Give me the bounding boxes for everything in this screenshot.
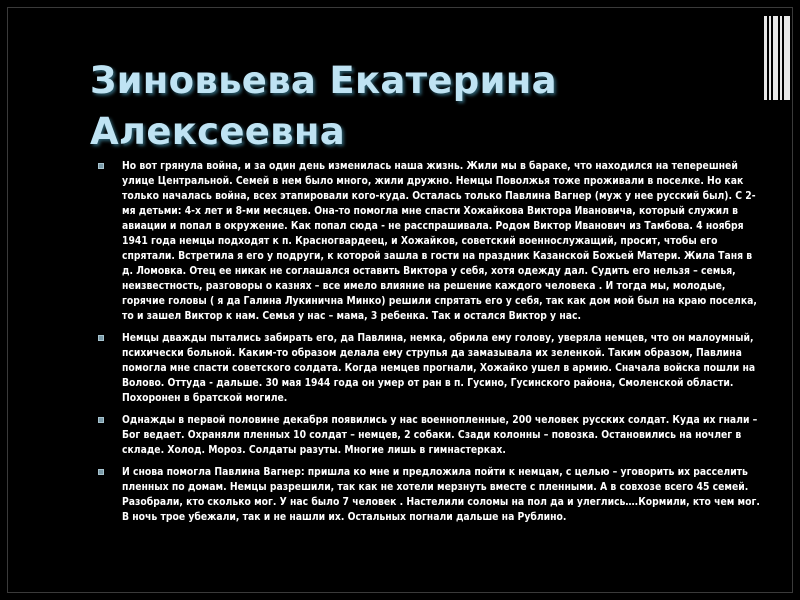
paragraph-1-text: Но вот грянула война, и за один день изменилась наша жизнь. Жили мы в бараке, что находился на теперешней улице Центральной. Семей в нем было много, жили дружно. Немцы Поволжья тоже проживали в поселке. Но как только началась война, всех этапировали кого-куда. Осталась только Павлина Вагнер (муж у нее русский был). С 2-мя детьми: 4-х лет и 8-ми месяцев. Она-то помогла мне спасти Хожайкова Виктора Ивановича, который служил в авиации и попал в окружение. Как попал сюда - не расспрашивала. Родом Виктор Иванович из Тамбова. 4 ноября 1941 года немцы подходят к п. Красногвардеец, и Хожайков, советский военнослужащий, просит, чтобы его спрятали. Встретила я его у подруги, к которой зашла в гости на праздник Казанской Божьей Матери. Жила Таня в д. Ломовка. Отец ее никак не соглашался оставить Виктора у себя, хотя одежду дал. Судить его нельзя – семья, неизвестность, разговоры о казнях – все имело влияние на решение каждого человека . И тогда мы, молодые, горячие головы ( я да Галина Лукинична Минко) решили спрятать его у себя, так как дом мой был на краю поселка, то и зашел Виктор к нам. Семья у нас – мама, 3 ребенка. Так и остался Виктор у нас. xyxy=(122,160,757,322)
square-bullet-icon xyxy=(98,163,104,169)
paragraph-4 xyxy=(98,465,760,525)
slide-body xyxy=(98,159,760,532)
vertical-bars-decoration-icon xyxy=(764,16,790,100)
square-bullet-icon xyxy=(98,469,104,475)
paragraph-2-text: Немцы дважды пытались забирать его, да Павлина, немка, обрила ему голову, уверяла немцев, что он малоумный, психически больной. Каким-то образом делала ему струпья да замазывала их зеленкой. Таким образом, Павлина помогла мне спасти советского солдата. Когда немцев прогнали, Хожайко ушел в армию. Сначала войска пошли на Волово. Оттуда - дальше. 30 мая 1944 года он умер от ран в п. Гусино, Гусинского района, Смоленской области. Похоронен в братской могиле. xyxy=(122,332,756,404)
paragraph-3-text: Однажды в первой половине декабря появились у нас военнопленные, 200 человек русских солдат. Куда их гнали – Бог ведает. Охраняли пленных 10 солдат – немцев, 2 собаки. Сзади колонны – повозка. Остановились на ночлег в складе. Холод. Мороз. Солдаты разуты. Многие лишь в гимнастерках. xyxy=(122,414,758,456)
paragraph-4-text: И снова помогла Павлина Вагнер: пришла ко мне и предложила пойти к немцам, с целью – уговорить их расселить пленных по домам. Немцы разрешили, так как не хотели мерзнуть вместе с пленными. А в совхозе всего 45 семей. Разобрали, кто сколько мог. У нас было 7 человек . Настелили соломы на пол да и улеглись….Кормили, кто чем мог. В ночь трое убежали, так и не нашли их. Остальных погнали дальше на Рублино. xyxy=(122,466,760,523)
square-bullet-icon xyxy=(98,417,104,423)
slide-title xyxy=(90,55,730,157)
paragraph-2 xyxy=(98,331,760,406)
title-line-2: Алексеевна xyxy=(90,110,346,153)
paragraph-3 xyxy=(98,413,760,458)
title-line-1: Зиновьева Екатерина xyxy=(90,59,557,102)
square-bullet-icon xyxy=(98,335,104,341)
paragraph-1 xyxy=(98,159,760,324)
